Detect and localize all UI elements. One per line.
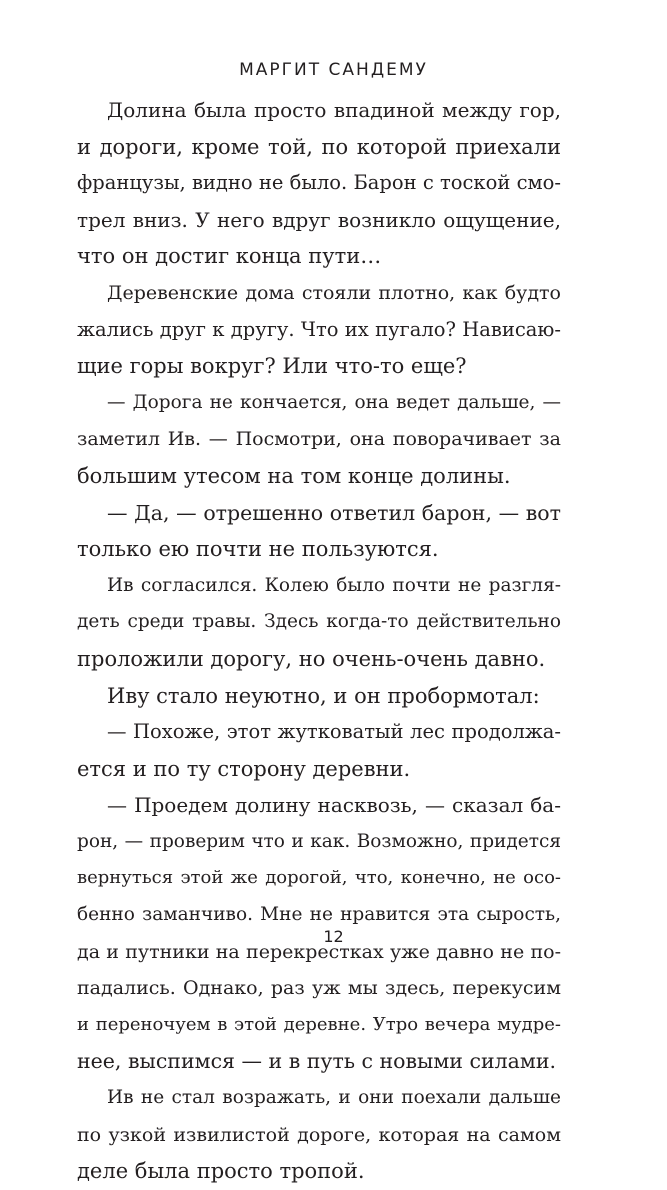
page-number: 12 xyxy=(323,927,344,946)
text-line: Деревенские дома стояли плотно, как будто xyxy=(107,281,561,304)
text-line: Иву стало неуютно, и он пробормотал: xyxy=(107,683,540,708)
text-line: бенно заманчиво. Мне не нравится эта сырость, xyxy=(77,904,561,926)
text-line: и переночуем в этой деревне. Утро вечера мудре- xyxy=(77,1013,561,1035)
text-line: жались друг к другу. Что их пугало? Нависаю- xyxy=(77,317,561,341)
running-head-author: МАРГИТ САНДЕМУ xyxy=(239,60,428,80)
text-line: нее, выспимся — и в путь с новыми силами. xyxy=(77,1049,556,1074)
text-line: Долина была просто впадиной между гор, xyxy=(107,98,561,122)
text-line: — Да, — отрешенно ответил барон, — вот xyxy=(107,500,561,525)
text-line: Ив согласился. Колею было почти не разгля- xyxy=(107,574,561,596)
text-line: большим утесом на том конце долины. xyxy=(77,463,511,488)
text-line: ется и по ту сторону деревни. xyxy=(77,756,411,781)
text-line: деть среди травы. Здесь когда-то действительно xyxy=(77,611,561,633)
text-line: — Похоже, этот жутковатый лес продолжа- xyxy=(107,720,561,744)
body-text xyxy=(77,92,561,1190)
text-line: — Проедем долину насквозь, — сказал ба- xyxy=(107,793,561,818)
text-line: французы, видно не было. Барон с тоской смо- xyxy=(77,171,561,195)
text-line: что он достиг конца пути… xyxy=(77,244,382,269)
text-line: деле была просто тропой. xyxy=(77,1159,365,1184)
text-line: Ив не стал возражать, и они поехали дальше xyxy=(107,1087,561,1109)
text-line: щие горы вокруг? Или что-то еще? xyxy=(77,354,467,379)
text-line: только ею почти не пользуются. xyxy=(77,537,439,562)
text-line: — Дорога не кончается, она ведет дальше, — xyxy=(107,391,561,413)
text-line: проложили дорогу, но очень-очень давно. xyxy=(77,646,546,671)
text-line: вернуться этой же дорогой, что, конечно, не осо- xyxy=(77,867,561,889)
text-line: по узкой извилистой дороге, которая на самом xyxy=(77,1123,561,1146)
text-line: и дороги, кроме той, по которой приехали xyxy=(77,134,561,159)
text-line: да и путники на перекрестках уже давно не по- xyxy=(77,940,561,963)
text-line: падались. Однако, раз уж мы здесь, перекусим xyxy=(77,977,561,1000)
text-line: рон, — проверим что и как. Возможно, придется xyxy=(77,830,561,852)
text-line: заметил Ив. — Посмотри, она поворачивает за xyxy=(77,428,561,451)
text-line: трел вниз. У него вдруг возникло ощущение, xyxy=(77,207,561,232)
